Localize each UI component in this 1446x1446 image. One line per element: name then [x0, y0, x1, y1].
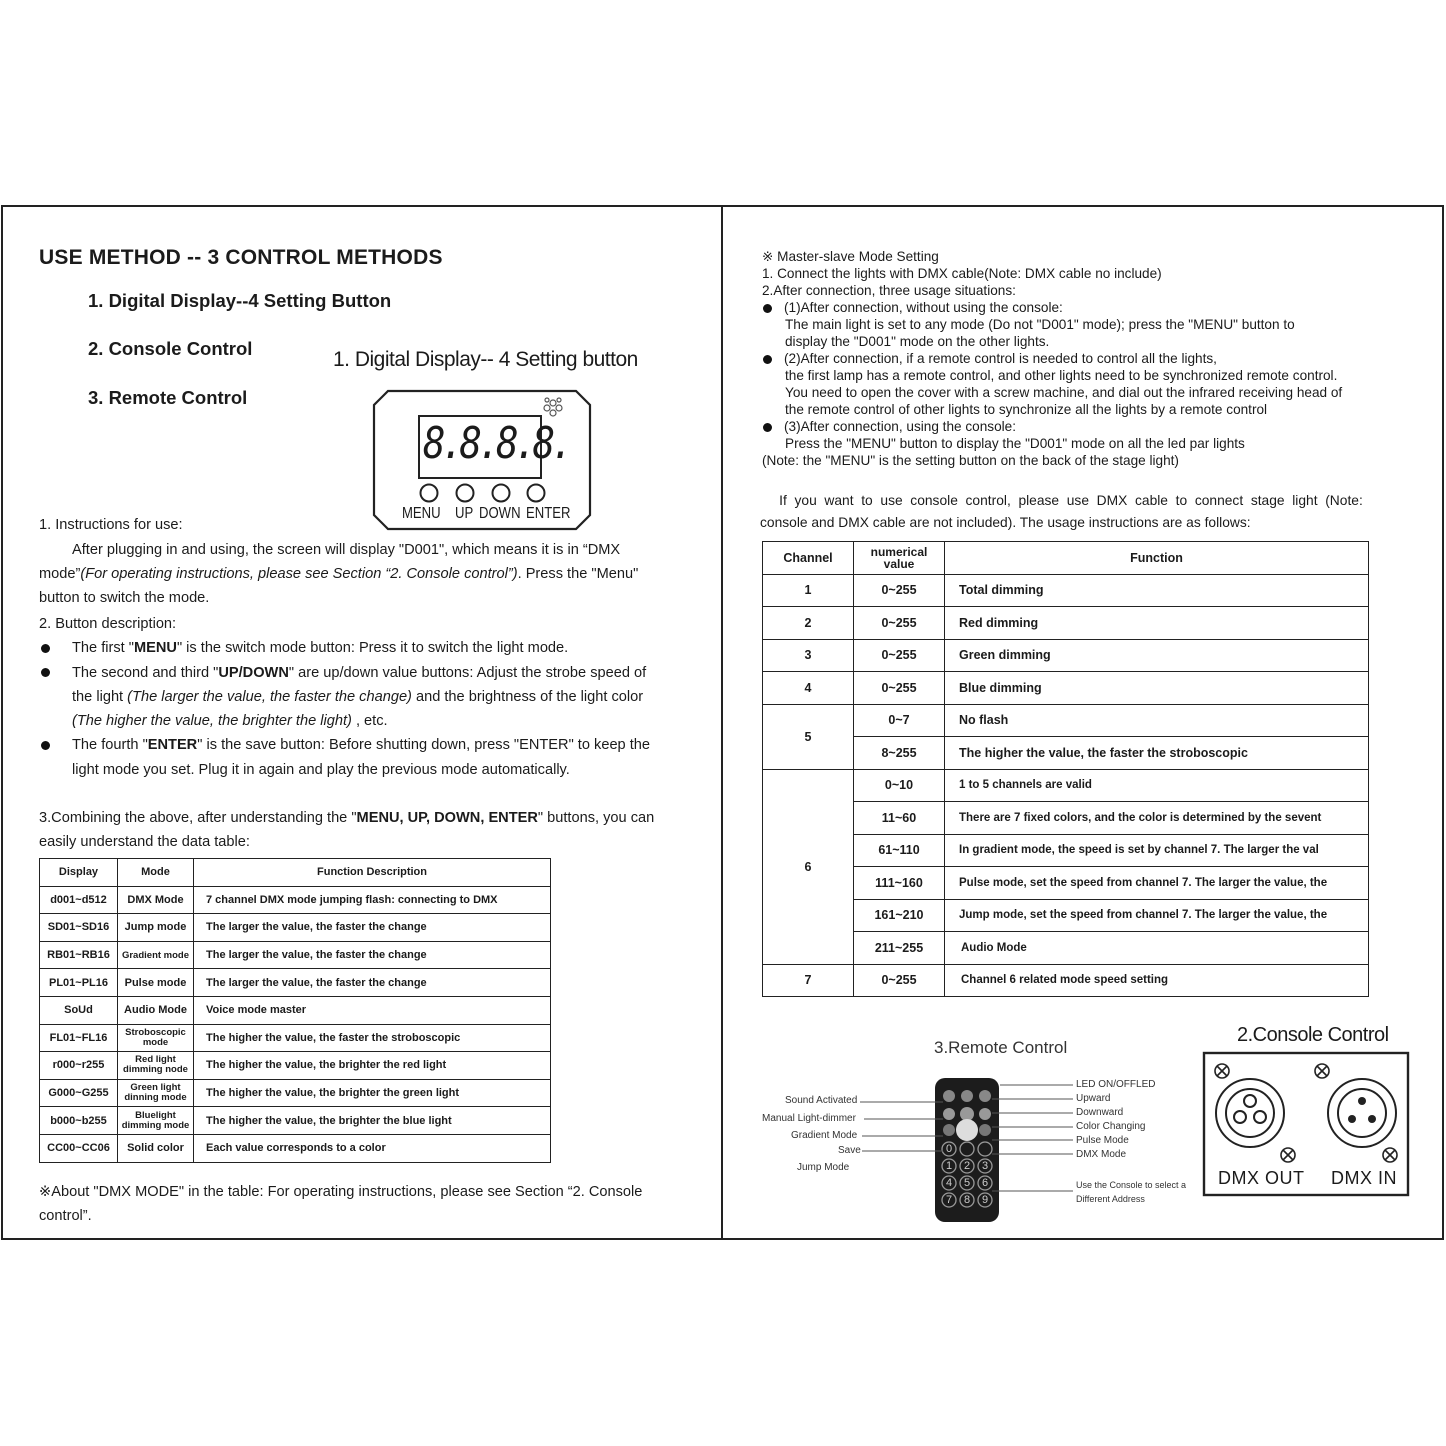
table-cell: PL01~PL16 — [40, 969, 118, 997]
table-row — [763, 899, 1369, 932]
table-cell: 0~255 — [854, 672, 945, 705]
bullet-icon — [763, 304, 772, 313]
bullet-enter-line-2: light mode you set. Plug it in again and play the previous mode automatically. — [72, 762, 570, 778]
ms-heading: ※ Master-slave Mode Setting — [762, 249, 939, 264]
table-row — [763, 639, 1369, 672]
table-cell: Pulse mode, set the speed from channel 7. The larger the value, the — [945, 867, 1369, 900]
table-row — [763, 932, 1369, 965]
table-cell: Channel 6 related mode speed setting — [945, 964, 1369, 997]
key-0: 0 — [946, 1143, 953, 1155]
ms-line: (2)After connection, if a remote control is needed to control all the lights, — [784, 351, 1217, 366]
key-1: 1 — [946, 1160, 953, 1172]
table-cell: d001~d512 — [40, 886, 118, 914]
table-row — [763, 802, 1369, 835]
table-cell: 7 channel DMX mode jumping flash: connecting to DMX — [194, 886, 551, 914]
table-cell: In gradient mode, the speed is set by channel 7. The larger the val — [945, 834, 1369, 867]
table-cell: RB01~RB16 — [40, 941, 118, 969]
ms-line: (Note: the "MENU" is the setting button on the back of the stage light) — [762, 453, 1179, 468]
table-row — [40, 941, 551, 969]
key-8: 8 — [964, 1194, 971, 1206]
table-cell: FL01~FL16 — [40, 1024, 118, 1052]
table-cell: 0~255 — [854, 607, 945, 640]
table-cell: 11~60 — [854, 802, 945, 835]
table-cell: Solid color — [118, 1134, 194, 1162]
table-cell: Gradient mode — [118, 941, 194, 969]
ms-line: The main light is set to any mode (Do not "D001" mode); press the "MENU" button to — [785, 317, 1295, 332]
ms-line: display the "D001" mode on the other lights. — [785, 334, 1050, 349]
table-cell: CC00~CC06 — [40, 1134, 118, 1162]
footnote-line-1: ※About "DMX MODE" in the table: For operating instructions, please see Section “2. Console — [39, 1184, 643, 1200]
table-cell: 111~160 — [854, 867, 945, 900]
table-header: Display — [40, 859, 118, 887]
display-btn-menu: MENU — [402, 505, 441, 522]
method-1: 1. Digital Display--4 Setting Button — [88, 290, 392, 311]
label-pulse-mode: Pulse Mode — [1076, 1135, 1129, 1146]
table-header: Mode — [118, 859, 194, 887]
table-row — [40, 914, 551, 942]
label-gradient-mode: Gradient Mode — [791, 1130, 858, 1141]
bullet-updown-line-2: the light (The larger the value, the faster the change) and the brightness of the light color — [72, 689, 644, 705]
combining-line-2: easily understand the data table: — [39, 834, 250, 850]
table-cell: 211~255 — [854, 932, 945, 965]
table-cell: Audio Mode — [118, 996, 194, 1024]
table-cell: 0~255 — [854, 574, 945, 607]
table-cell: Audio Mode — [945, 932, 1369, 965]
key-4: 4 — [946, 1177, 953, 1189]
table-row — [763, 607, 1369, 640]
remote-title: 3.Remote Control — [934, 1038, 1068, 1057]
table-cell: SoUd — [40, 996, 118, 1024]
bullet-icon — [41, 668, 50, 677]
table-cell: Jump mode, set the speed from channel 7. The larger the value, the — [945, 899, 1369, 932]
label-color-changing: Color Changing — [1076, 1121, 1146, 1132]
table-header-row — [763, 542, 1369, 575]
table-header: numerical value — [854, 542, 945, 575]
table-cell: 5 — [763, 704, 854, 769]
ms-line: (3)After connection, using the console: — [784, 419, 1016, 434]
ms-line: (1)After connection, without using the console: — [784, 300, 1063, 315]
key-7: 7 — [946, 1194, 953, 1206]
label-downward: Downward — [1076, 1107, 1124, 1118]
table-cell: 0~255 — [854, 964, 945, 997]
table-cell: r000~r255 — [40, 1052, 118, 1080]
label-led-onoff: LED ON/OFFLED — [1076, 1079, 1156, 1090]
table-header: Channel — [763, 542, 854, 575]
label-manual-dimmer: Manual Light-dimmer — [762, 1113, 856, 1124]
table-cell: No flash — [945, 704, 1369, 737]
table-header: Function — [945, 542, 1369, 575]
table-row — [763, 867, 1369, 900]
key-5: 5 — [964, 1177, 971, 1189]
table-cell: 0~10 — [854, 769, 945, 802]
table-cell: 8~255 — [854, 737, 945, 770]
label-console-address-2: Different Address — [1076, 1194, 1145, 1204]
label-save: Save — [838, 1145, 861, 1156]
table-cell: 4 — [763, 672, 854, 705]
table-cell: The higher the value, the faster the stroboscopic — [945, 737, 1369, 770]
table-cell: 0~7 — [854, 704, 945, 737]
bullet-enter: The fourth "ENTER" is the save button: Before shutting down, press "ENTER" to keep the — [72, 737, 651, 753]
combining-line-1: 3.Combining the above, after understanding the "MENU, UP, DOWN, ENTER" buttons, you can — [39, 810, 655, 826]
instructions-line-1: After plugging in and using, the screen will display "D001", which means it is in “DMX — [72, 542, 621, 558]
display-figure-title: 1. Digital Display-- 4 Setting button — [333, 348, 638, 371]
table-row — [40, 1052, 551, 1080]
table-header-row — [40, 859, 551, 887]
table-row — [763, 737, 1369, 770]
bullet-icon — [41, 644, 50, 653]
table-cell: 61~110 — [854, 834, 945, 867]
table-row — [40, 1134, 551, 1162]
button-desc-heading: 2. Button description: — [39, 616, 177, 632]
table-row — [763, 672, 1369, 705]
table-cell: Green dimming — [945, 639, 1369, 672]
table-cell: 161~210 — [854, 899, 945, 932]
bullet-menu: The first "MENU" is the switch mode button: Press it to switch the light mode. — [72, 640, 569, 656]
display-btn-down: DOWN — [479, 505, 521, 522]
instructions-heading: 1. Instructions for use: — [39, 517, 183, 533]
label-console-address-1: Use the Console to select a — [1076, 1180, 1187, 1190]
bullet-icon — [763, 423, 772, 432]
table-cell: Red dimming — [945, 607, 1369, 640]
key-9: 9 — [982, 1194, 989, 1206]
table-cell: The higher the value, the brighter the blue light — [194, 1107, 551, 1135]
bullet-updown-line-3: (The higher the value, the brighter the light) , etc. — [72, 713, 388, 729]
key-3: 3 — [982, 1160, 989, 1172]
table-cell: The higher the value, the faster the stroboscopic — [194, 1024, 551, 1052]
table-cell: 1 — [763, 574, 854, 607]
bullet-icon — [41, 741, 50, 750]
bullet-icon — [763, 355, 772, 364]
ms-line: Press the "MENU" button to display the "D001" mode on all the led par lights — [785, 436, 1245, 451]
ms-line: 2.After connection, three usage situations: — [762, 283, 1016, 298]
table-cell: 3 — [763, 639, 854, 672]
table-cell: Each value corresponds to a color — [194, 1134, 551, 1162]
table-cell: DMX Mode — [118, 886, 194, 914]
bullet-updown: The second and third "UP/DOWN" are up/down value buttons: Adjust the strobe speed of — [72, 665, 647, 681]
table-row — [40, 996, 551, 1024]
table-cell: Bluelight dimming mode — [118, 1107, 194, 1135]
console-para-1: If you want to use console control, please use DMX cable to connect stage light (Note: — [779, 493, 1363, 508]
table-cell: Red light dimming node — [118, 1052, 194, 1080]
instructions-line-2: mode”(For operating instructions, please see Section “2. Console control”). Press the "Menu" — [39, 566, 639, 582]
dmx-out-label: DMX OUT — [1218, 1168, 1305, 1188]
console-title: 2.Console Control — [1237, 1024, 1389, 1046]
table-cell: Voice mode master — [194, 996, 551, 1024]
table-row — [40, 1107, 551, 1135]
table-cell: There are 7 fixed colors, and the color is determined by the sevent — [945, 802, 1369, 835]
table-cell: 7 — [763, 964, 854, 997]
table-cell: 0~255 — [854, 639, 945, 672]
ms-line: the remote control of other lights to synchronize all the lights by a remote control — [785, 402, 1268, 417]
method-3: 3. Remote Control — [88, 387, 248, 408]
display-btn-up: UP — [455, 505, 474, 522]
table-cell: Jump mode — [118, 914, 194, 942]
label-upward: Upward — [1076, 1093, 1111, 1104]
table-cell: The higher the value, the brighter the green light — [194, 1079, 551, 1107]
table-cell: Stroboscopic mode — [118, 1024, 194, 1052]
table-row — [40, 1024, 551, 1052]
footnote-line-2: control”. — [39, 1208, 92, 1224]
table-cell: 6 — [763, 769, 854, 964]
channel-table — [762, 541, 1369, 997]
display-btn-enter: ENTER — [526, 505, 571, 522]
table-row — [763, 834, 1369, 867]
console-para-2: console and DMX cable are not included). The usage instructions are as follows: — [760, 515, 1251, 530]
table-row — [40, 886, 551, 914]
page-title: USE METHOD -- 3 CONTROL METHODS — [39, 246, 443, 269]
table-row — [763, 964, 1369, 997]
mode-table — [39, 858, 551, 1163]
key-6: 6 — [982, 1177, 989, 1189]
label-sound-activated: Sound Activated — [785, 1095, 858, 1106]
ms-line: You need to open the cover with a screw machine, and dial out the infrared receiving head of — [785, 385, 1343, 400]
table-cell: Total dimming — [945, 574, 1369, 607]
ms-line: 1. Connect the lights with DMX cable(Note: DMX cable no include) — [762, 266, 1162, 281]
table-cell: G000~G255 — [40, 1079, 118, 1107]
key-2: 2 — [964, 1160, 971, 1172]
table-cell: Green light dinning mode — [118, 1079, 194, 1107]
table-cell: Pulse mode — [118, 969, 194, 997]
label-dmx-mode: DMX Mode — [1076, 1149, 1127, 1160]
table-row — [40, 1079, 551, 1107]
display-readout: 8.8.8.8. — [423, 418, 570, 469]
table-row — [763, 574, 1369, 607]
table-cell: The larger the value, the faster the change — [194, 914, 551, 942]
instructions-line-3: button to switch the mode. — [39, 590, 210, 606]
table-row — [763, 769, 1369, 802]
table-header: Function Description — [194, 859, 551, 887]
method-2: 2. Console Control — [88, 338, 253, 359]
table-cell: Blue dimming — [945, 672, 1369, 705]
table-cell: 2 — [763, 607, 854, 640]
table-row — [763, 704, 1369, 737]
label-jump-mode: Jump Mode — [797, 1162, 850, 1173]
table-cell: The larger the value, the faster the change — [194, 969, 551, 997]
dmx-in-label: DMX IN — [1331, 1168, 1397, 1188]
table-cell: 1 to 5 channels are valid — [945, 769, 1369, 802]
table-cell: b000~b255 — [40, 1107, 118, 1135]
table-row — [40, 969, 551, 997]
page-divider — [721, 205, 723, 1240]
table-cell: The higher the value, the brighter the red light — [194, 1052, 551, 1080]
table-cell: The larger the value, the faster the change — [194, 941, 551, 969]
table-cell: SD01~SD16 — [40, 914, 118, 942]
ms-line: the first lamp has a remote control, and other lights need to be synchronized remote control. — [785, 368, 1338, 383]
